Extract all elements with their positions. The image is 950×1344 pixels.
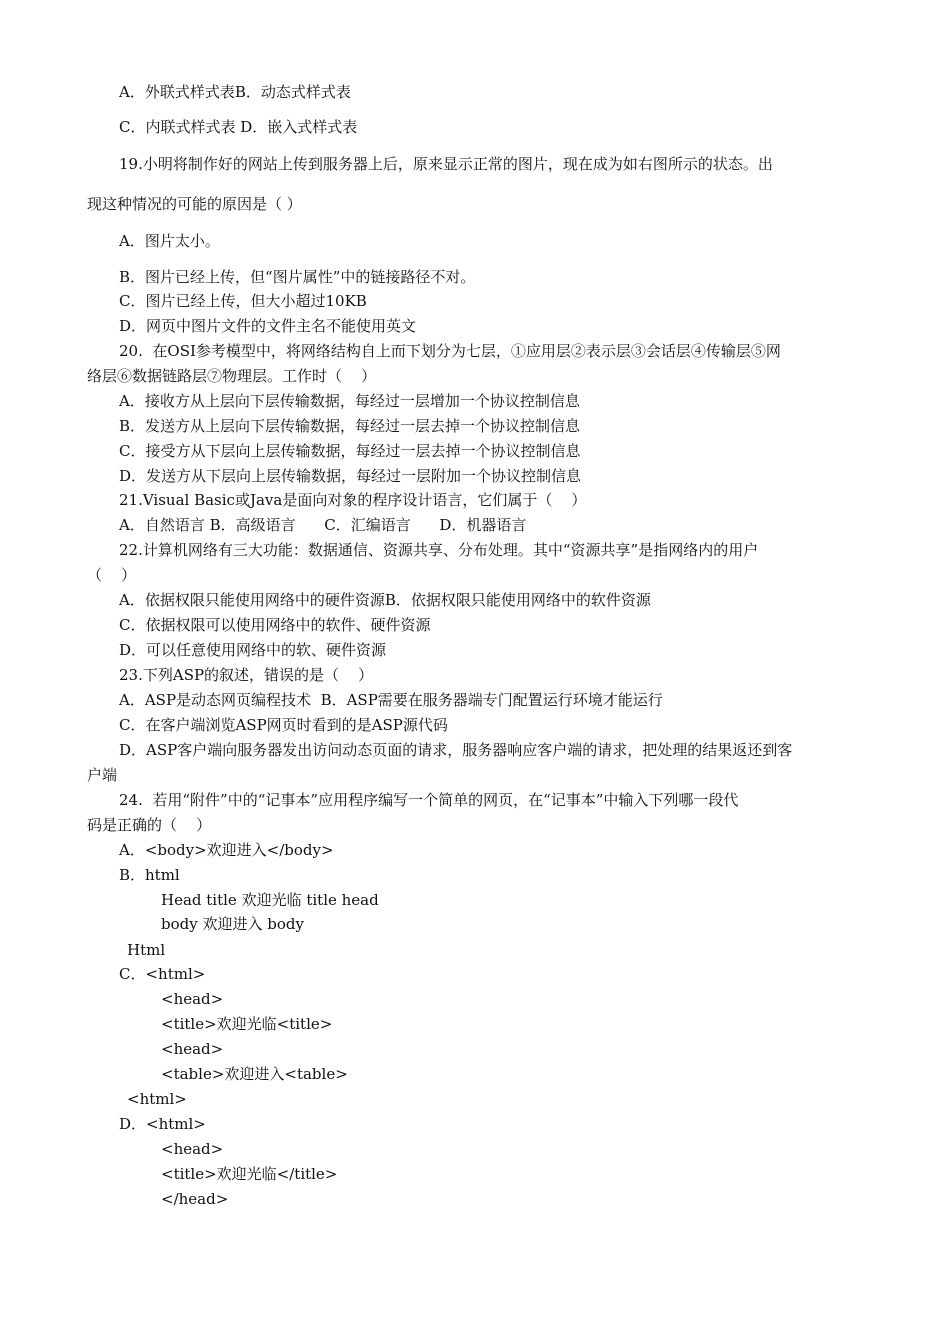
code-line: </head> [161,1190,229,1208]
code-line: <title>欢迎光临<title> [161,1015,333,1033]
code-line: Head title 欢迎光临 title head [161,891,379,909]
option-line: D．发送方从下层向上层传输数据，每经过一层附加一个协议控制信息 [119,467,582,485]
option-line: C．依据权限可以使用网络中的软件、硬件资源 [119,616,431,634]
option-line: A．图片太小。 [119,232,220,250]
option-line: D．ASP客户端向服务器发出访问动态页面的请求，服务器响应客户端的请求，把处理的结果返还到客 [119,741,793,759]
question-24: 24. 若用“附件”中的“记事本”应用程序编写一个简单的网页，在“记事本”中输入下列哪一段代 [119,791,739,809]
question-19-cont: 现这种情况的可能的原因是（ ） [87,195,302,213]
option-line: A．接收方从上层向下层传输数据，每经过一层增加一个协议控制信息 [119,392,580,410]
option-line-cont: 户端 [87,766,118,784]
question-20: 20. 在OSI参考模型中，将网络结构自上而下划分为七层，①应用层②表示层③会话层④传输层⑤网 [119,342,781,360]
option-line: C．内联式样式表 D．嵌入式样式表 [119,118,358,136]
option-line: A．自然语言 B．高级语言 C．汇编语言 D．机器语言 [119,516,527,534]
code-line: <head> [161,990,224,1008]
code-line: <head> [161,1140,224,1158]
question-23: 23.下列ASP的叙述，错误的是（ ） [119,666,374,684]
question-20-cont: 络层⑥数据链路层⑦物理层。工作时（ ） [87,367,377,385]
question-22: 22.计算机网络有三大功能：数据通信、资源共享、分布处理。其中“资源共享”是指网络内的用户 [119,541,759,559]
question-19: 19.小明将制作好的网站上传到服务器上后，原来显示正常的图片，现在成为如右图所示的状态。出 [119,155,773,173]
question-24-cont: 码是正确的（ ） [87,816,212,834]
code-line: <table>欢迎进入<table> [161,1065,348,1083]
question-21: 21.Visual Basic或Java是面向对象的程序设计语言，它们属于（ ） [119,491,587,509]
option-line: B．图片已经上传，但“图片属性”中的链接路径不对。 [119,268,476,286]
option-line: A．ASP是动态网页编程技术 B．ASP需要在服务器端专门配置运行环境才能运行 [119,691,663,709]
option-line: A．外联式样式表B．动态式样式表 [119,83,351,101]
option-line: D．可以任意使用网络中的软、硬件资源 [119,641,387,659]
code-line: <head> [161,1040,224,1058]
option-line: C．在客户端浏览ASP网页时看到的是ASP源代码 [119,716,448,734]
code-line: <title>欢迎光临</title> [161,1165,338,1183]
option-line: C．接受方从下层向上层传输数据，每经过一层去掉一个协议控制信息 [119,442,581,460]
code-line: <html> [127,1090,187,1108]
code-option-c: C．<html> [119,965,206,983]
option-line: C．图片已经上传，但大小超过10KB [119,292,367,310]
code-option-a: A．<body>欢迎进入</body> [119,841,334,859]
question-22-cont: （ ） [87,566,137,584]
code-option-b: B．html [119,866,180,884]
option-line: D．网页中图片文件的文件主名不能使用英文 [119,317,417,335]
code-line: body 欢迎进入 body [161,915,304,933]
option-line: B．发送方从上层向下层传输数据，每经过一层去掉一个协议控制信息 [119,417,581,435]
option-line: A．依据权限只能使用网络中的硬件资源B．依据权限只能使用网络中的软件资源 [119,591,651,609]
code-option-d: D．<html> [119,1115,206,1133]
code-line: Html [127,941,166,959]
